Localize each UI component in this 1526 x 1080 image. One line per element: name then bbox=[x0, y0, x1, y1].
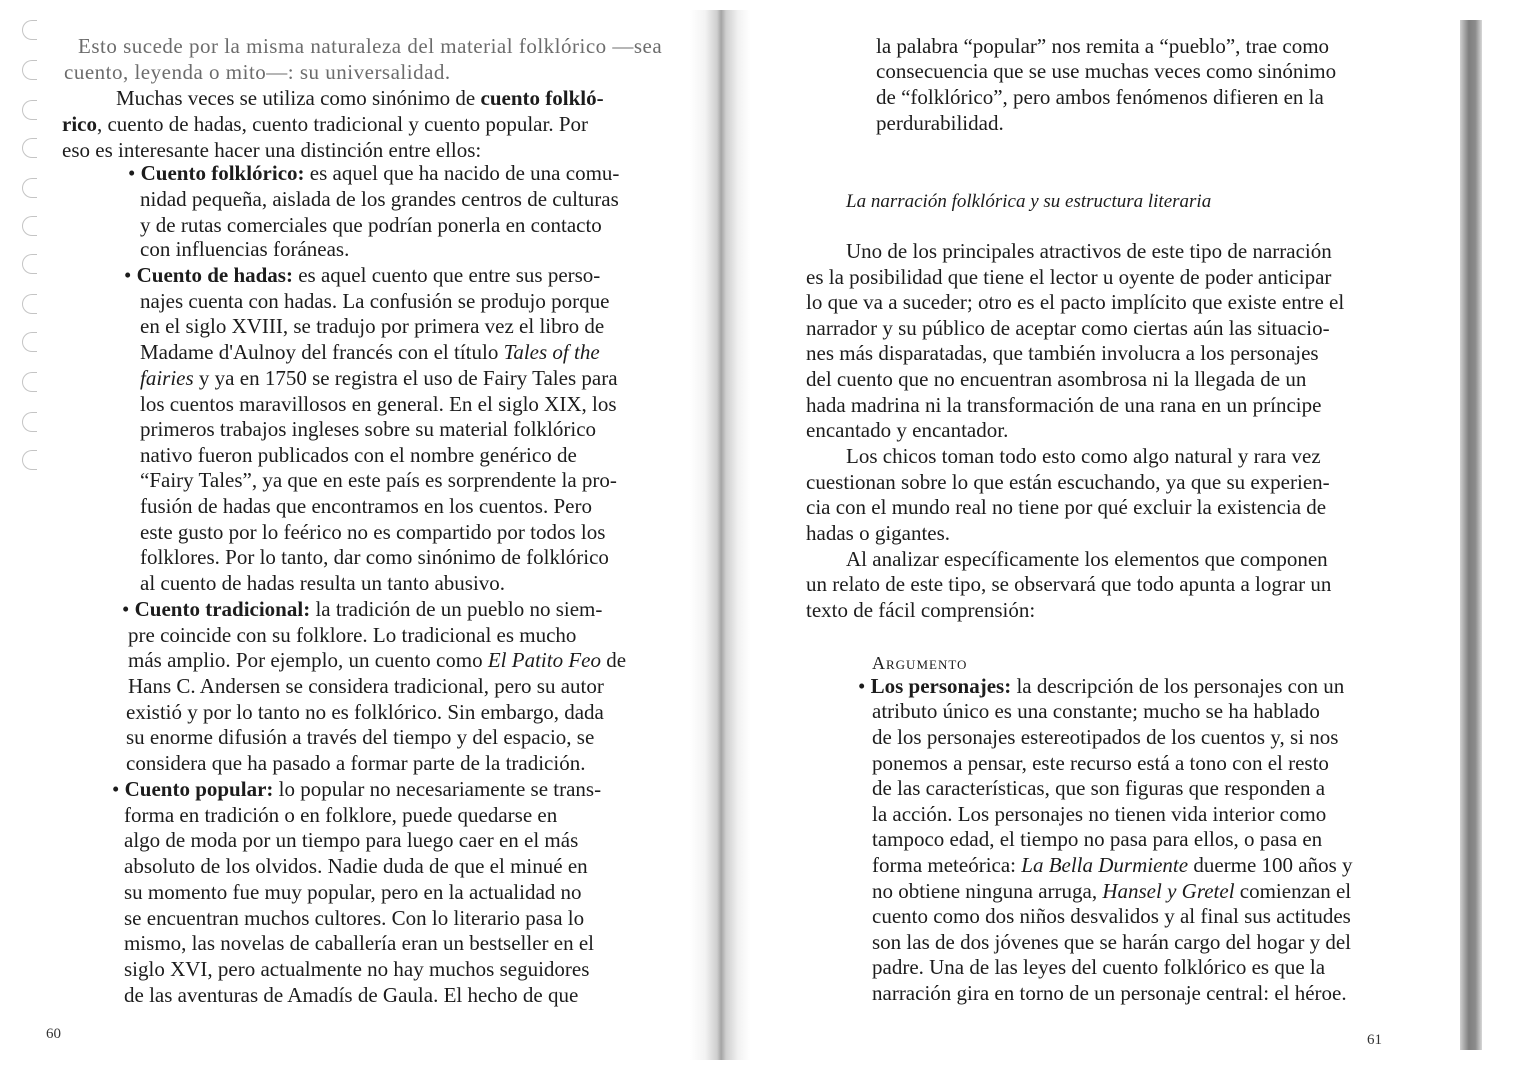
text-line bbox=[806, 597, 1035, 623]
binding-hole bbox=[22, 412, 37, 432]
text-line bbox=[872, 750, 1329, 776]
text-line bbox=[872, 801, 1326, 827]
text-segment: narración gira en torno de un personaje central: el héroe. bbox=[872, 981, 1347, 1005]
binding-hole bbox=[22, 372, 37, 392]
text-line bbox=[876, 110, 1004, 136]
text-segment: algo de moda por un tiempo para luego caer en el más bbox=[124, 828, 579, 852]
text-line bbox=[140, 442, 577, 468]
text-segment: y ya en 1750 se registra el uso de Fairy Tales para bbox=[193, 366, 618, 390]
text-segment: “Fairy Tales”, ya que en este país es sorprendente la pro- bbox=[140, 468, 617, 492]
text-line bbox=[846, 546, 1328, 572]
text-segment: nidad pequeña, aislada de los grandes centros de culturas bbox=[140, 187, 619, 211]
text-segment: de bbox=[601, 648, 627, 672]
text-segment: Hans C. Andersen se considera tradicional, pero su autor bbox=[128, 674, 604, 698]
text-segment: lo que va a suceder; otro es el pacto implícito que existe entre el bbox=[806, 290, 1345, 314]
text-segment: Muchas veces se utiliza como sinónimo de bbox=[116, 86, 481, 110]
text-segment: , cuento de hadas, cuento tradicional y cuento popular. Por bbox=[96, 112, 589, 136]
text-line bbox=[876, 33, 1329, 59]
text-segment: Al analizar específicamente los elementos que componen bbox=[846, 547, 1328, 571]
bold-term: cuento folkló- bbox=[480, 86, 604, 110]
text-segment: ponemos a pensar, este recurso está a tono con el resto bbox=[872, 751, 1329, 775]
binding-hole bbox=[22, 100, 37, 120]
text-segment: la tradición de un pueblo no siem- bbox=[310, 597, 603, 621]
binding-hole bbox=[22, 60, 37, 80]
text-line bbox=[140, 339, 600, 365]
text-line bbox=[124, 879, 582, 905]
text-segment: duerme 100 años y bbox=[1188, 853, 1353, 877]
text-line bbox=[140, 493, 592, 519]
subsection-heading: Argumento bbox=[872, 653, 968, 673]
text-segment: la acción. Los personajes no tienen vida interior como bbox=[872, 802, 1327, 826]
text-segment: son las de dos jóvenes que se harán cargo del hogar y del bbox=[872, 930, 1351, 954]
text-segment: considera que ha pasado a formar parte de la tradición. bbox=[126, 751, 586, 775]
text-line bbox=[124, 905, 584, 931]
italic-title: El Patito Feo bbox=[487, 648, 602, 672]
text-line bbox=[872, 980, 1347, 1006]
text-segment: Esto sucede por la misma naturaleza del material folklórico —sea bbox=[78, 34, 663, 58]
text-line bbox=[64, 59, 451, 85]
book-gutter-shadow bbox=[690, 10, 750, 1060]
text-segment: eso es interesante hacer una distinción entre ellos: bbox=[62, 138, 482, 162]
text-line bbox=[806, 571, 1331, 597]
italic-title: La Bella Durmiente bbox=[1021, 853, 1189, 877]
text-segment: lo popular no necesariamente se trans- bbox=[273, 777, 602, 801]
text-line bbox=[806, 417, 1008, 443]
text-line bbox=[876, 58, 1336, 84]
text-segment: Los chicos toman todo esto como algo natural y rara vez bbox=[846, 444, 1321, 468]
text-segment: texto de fácil comprensión: bbox=[806, 598, 1036, 622]
text-segment: padre. Una de las leyes del cuento folklórico es que la bbox=[872, 955, 1326, 979]
text-segment: es aquel que ha nacido de una comu- bbox=[304, 161, 620, 185]
text-line bbox=[846, 443, 1321, 469]
text-line bbox=[806, 366, 1306, 392]
text-segment: absoluto de los olvidos. Nadie duda de que el minué en bbox=[124, 854, 588, 878]
text-segment: primeros trabajos ingleses sobre su material folklórico bbox=[140, 417, 597, 441]
text-line bbox=[872, 903, 1351, 929]
text-segment: forma en tradición o en folklore, puede quedarse en bbox=[124, 803, 558, 827]
text-segment: del cuento que no encuentran asombrosa ni la llegada de un bbox=[806, 367, 1307, 391]
text-line bbox=[140, 288, 609, 314]
text-segment: existió y por lo tanto no es folklórico. Sin embargo, dada bbox=[126, 700, 604, 724]
text-line bbox=[126, 699, 604, 725]
bold-term: Cuento tradicional: bbox=[134, 597, 311, 621]
text-line bbox=[126, 750, 585, 776]
bullet-marker: • bbox=[858, 674, 871, 698]
text-segment: mismo, las novelas de caballería eran un bestseller en el bbox=[124, 931, 594, 955]
text-line bbox=[116, 85, 604, 111]
text-line bbox=[128, 673, 604, 699]
text-segment: de “folklórico”, pero ambos fenómenos difieren en la bbox=[876, 85, 1324, 109]
bold-term: rico bbox=[62, 112, 97, 136]
binding-hole bbox=[22, 294, 37, 314]
text-line bbox=[140, 365, 618, 391]
text-line bbox=[872, 929, 1351, 955]
text-line bbox=[112, 776, 601, 802]
text-line bbox=[140, 519, 605, 545]
text-line bbox=[140, 313, 604, 339]
text-segment: y de rutas comerciales que podrían ponerla en contacto bbox=[140, 213, 602, 237]
text-line bbox=[78, 33, 662, 59]
text-line bbox=[126, 724, 594, 750]
right-page-number: 61 bbox=[1367, 1032, 1382, 1048]
left-page-number: 60 bbox=[46, 1026, 61, 1042]
text-line bbox=[872, 954, 1325, 980]
text-line bbox=[140, 236, 349, 262]
text-segment: cuestionan sobre lo que están escuchando, ya que su experien- bbox=[806, 470, 1330, 494]
text-line bbox=[128, 647, 626, 673]
text-line bbox=[846, 238, 1332, 264]
text-segment: siglo XVI, pero actualmente no hay muchos seguidores bbox=[124, 957, 590, 981]
text-segment: hadas o gigantes. bbox=[806, 521, 951, 545]
text-segment: tampoco edad, el tiempo no pasa para ellos, o pasa en bbox=[872, 827, 1323, 851]
text-line bbox=[122, 596, 602, 622]
text-line bbox=[128, 622, 576, 648]
text-line bbox=[806, 315, 1330, 341]
text-segment: Madame d'Aulnoy del francés con el título bbox=[140, 340, 504, 364]
text-line bbox=[872, 852, 1353, 878]
bold-term: Los personajes: bbox=[870, 674, 1012, 698]
text-line bbox=[858, 673, 1344, 699]
text-line bbox=[872, 826, 1322, 852]
italic-title: Tales of the bbox=[503, 340, 600, 364]
text-segment: najes cuenta con hadas. La confusión se produjo porque bbox=[140, 289, 610, 313]
binding-hole bbox=[22, 178, 37, 198]
text-line bbox=[872, 698, 1320, 724]
text-segment: pre coincide con su folklore. Lo tradicional es mucho bbox=[128, 623, 577, 647]
italic-title: fairies bbox=[140, 366, 194, 390]
text-segment: Uno de los principales atractivos de este tipo de narración bbox=[846, 239, 1332, 263]
text-segment: cuento, leyenda o mito—: su universalidad. bbox=[64, 60, 451, 84]
bold-term: Cuento folklórico: bbox=[140, 161, 305, 185]
text-line bbox=[124, 982, 578, 1008]
text-line bbox=[806, 494, 1326, 520]
text-segment: en el siglo XVIII, se tradujo por primera vez el libro de bbox=[140, 314, 605, 338]
text-segment: se encuentran muchos cultores. Con lo literario pasa lo bbox=[124, 906, 585, 930]
text-line bbox=[124, 802, 557, 828]
text-line bbox=[128, 160, 619, 186]
text-line bbox=[846, 187, 1211, 213]
text-line bbox=[124, 827, 578, 853]
text-line bbox=[806, 340, 1319, 366]
text-segment: cuento como dos niños desvalidos y al final sus actitudes bbox=[872, 904, 1351, 928]
text-line bbox=[872, 724, 1338, 750]
text-segment: de las aventuras de Amadís de Gaula. El hecho de que bbox=[124, 983, 579, 1007]
text-segment: nes más disparatadas, que también involucra a los personajes bbox=[806, 341, 1319, 365]
text-segment: es aquel cuento que entre sus perso- bbox=[292, 263, 601, 287]
binding-hole bbox=[22, 20, 37, 40]
text-line bbox=[140, 416, 596, 442]
text-line bbox=[140, 570, 505, 596]
text-segment: narrador y su público de aceptar como ciertas aún las situacio- bbox=[806, 316, 1330, 340]
text-segment: no obtiene ninguna arruga, bbox=[872, 879, 1103, 903]
text-segment: consecuencia que se use muchas veces como sinónimo bbox=[876, 59, 1337, 83]
text-line bbox=[806, 289, 1344, 315]
text-line bbox=[806, 469, 1330, 495]
text-segment: más amplio. Por ejemplo, un cuento como bbox=[128, 648, 488, 672]
binding-hole bbox=[22, 216, 37, 236]
bullet-marker: • bbox=[112, 777, 125, 801]
text-line bbox=[872, 878, 1351, 904]
text-segment: perdurabilidad. bbox=[876, 111, 1004, 135]
text-segment: su enorme difusión a través del tiempo y del espacio, se bbox=[126, 725, 595, 749]
text-line bbox=[872, 649, 967, 675]
text-line bbox=[124, 262, 600, 288]
text-segment: fusión de hadas que encontramos en los cuentos. Pero bbox=[140, 494, 592, 518]
text-segment: la descripción de los personajes con un bbox=[1011, 674, 1345, 698]
text-line bbox=[806, 264, 1331, 290]
bold-term: Cuento popular: bbox=[124, 777, 274, 801]
text-line bbox=[140, 467, 617, 493]
text-segment: folklores. Por lo tanto, dar como sinónimo de folklórico bbox=[140, 545, 609, 569]
text-line bbox=[124, 930, 594, 956]
bullet-marker: • bbox=[122, 597, 135, 621]
text-line bbox=[872, 775, 1325, 801]
text-segment: encantado y encantador. bbox=[806, 418, 1009, 442]
page-edge-shadow bbox=[1460, 20, 1482, 1050]
bullet-marker: • bbox=[124, 263, 137, 287]
text-segment: este gusto por lo feérico no es compartido por todos los bbox=[140, 520, 606, 544]
text-segment: de las características, que son figuras que responden a bbox=[872, 776, 1326, 800]
binding-hole bbox=[22, 138, 37, 158]
text-line bbox=[62, 111, 588, 137]
text-segment: forma meteórica: bbox=[872, 853, 1022, 877]
bullet-marker: • bbox=[128, 161, 141, 185]
binding-hole bbox=[22, 450, 37, 470]
binding-holes bbox=[18, 20, 42, 1060]
text-line bbox=[124, 956, 589, 982]
text-line bbox=[140, 186, 619, 212]
text-line bbox=[140, 544, 609, 570]
text-segment: al cuento de hadas resulta un tanto abusivo. bbox=[140, 571, 506, 595]
text-line bbox=[140, 212, 602, 238]
text-line bbox=[140, 391, 617, 417]
text-segment: atributo único es una constante; mucho se ha hablado bbox=[872, 699, 1320, 723]
binding-hole bbox=[22, 332, 37, 352]
text-segment: es la posibilidad que tiene el lector u oyente de poder anticipar bbox=[806, 265, 1332, 289]
text-segment: la palabra “popular” nos remita a “pueblo”, trae como bbox=[876, 34, 1330, 58]
bold-term: Cuento de hadas: bbox=[136, 263, 293, 287]
text-segment: de los personajes estereotipados de los cuentos y, si nos bbox=[872, 725, 1339, 749]
text-segment: con influencias foráneas. bbox=[140, 237, 350, 261]
text-line bbox=[876, 84, 1324, 110]
text-segment: comienzan el bbox=[1234, 879, 1352, 903]
text-segment: nativo fueron publicados con el nombre genérico de bbox=[140, 443, 577, 467]
binding-hole bbox=[22, 254, 37, 274]
text-segment: los cuentos maravillosos en general. En el siglo XIX, los bbox=[140, 392, 617, 416]
text-line bbox=[124, 853, 588, 879]
text-line bbox=[806, 392, 1321, 418]
text-segment: cia con el mundo real no tiene por qué excluir la existencia de bbox=[806, 495, 1327, 519]
section-heading: La narración folklórica y su estructura literaria bbox=[846, 191, 1212, 212]
italic-title: Hansel y Gretel bbox=[1102, 879, 1235, 903]
text-segment: su momento fue muy popular, pero en la actualidad no bbox=[124, 880, 582, 904]
text-segment: hada madrina ni la transformación de una rana en un príncipe bbox=[806, 393, 1322, 417]
text-line bbox=[806, 520, 950, 546]
text-segment: un relato de este tipo, se observará que todo apunta a lograr un bbox=[806, 572, 1332, 596]
